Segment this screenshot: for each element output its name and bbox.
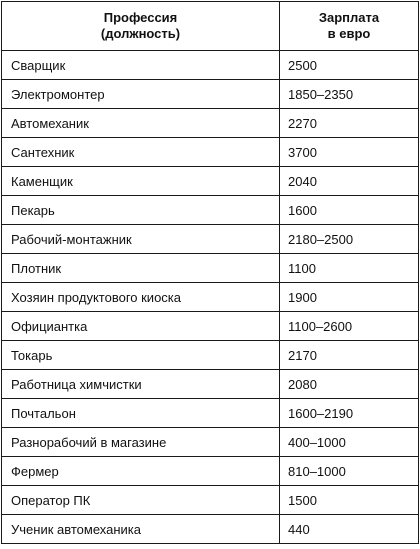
profession-cell: Электромонтер [2,80,280,109]
salary-header-line2: в евро [327,26,371,41]
salary-cell: 2270 [280,109,419,138]
table-row [2,428,419,457]
salary-cell: 1100–2600 [280,312,419,341]
table-row [2,254,419,283]
salary-cell: 2080 [280,370,419,399]
table-row [2,51,419,80]
salary-header-line1: Зарплата [318,10,380,25]
profession-cell: Разнорабочий в магазине [2,428,280,457]
table-row [2,225,419,254]
table-row [2,515,419,544]
table-row [2,167,419,196]
table-row [2,370,419,399]
profession-cell: Плотник [2,254,280,283]
profession-cell: Официантка [2,312,280,341]
header-row [2,2,419,51]
salary-cell: 1500 [280,486,419,515]
salary-cell: 1850–2350 [280,80,419,109]
salary-cell: 1600–2190 [280,399,419,428]
salary-cell: 1900 [280,283,419,312]
table-row [2,283,419,312]
profession-cell: Автомеханик [2,109,280,138]
profession-cell: Пекарь [2,196,280,225]
salary-column-header [280,2,419,51]
table-row [2,109,419,138]
table-row [2,486,419,515]
salary-cell: 1100 [280,254,419,283]
salary-cell: 810–1000 [280,457,419,486]
table-row [2,138,419,167]
profession-column-header [2,2,280,51]
table-row [2,80,419,109]
profession-cell: Оператор ПК [2,486,280,515]
profession-cell: Почтальон [2,399,280,428]
profession-cell: Хозяин продуктового киоска [2,283,280,312]
table-row [2,457,419,486]
profession-cell: Каменщик [2,167,280,196]
salary-table [1,1,419,544]
profession-cell: Фермер [2,457,280,486]
profession-header-line1: Профессия [103,10,178,25]
table-body [2,51,419,544]
salary-cell: 2500 [280,51,419,80]
profession-cell: Сварщик [2,51,280,80]
profession-cell: Токарь [2,341,280,370]
profession-header-line2: (должность) [100,26,181,41]
table-row [2,196,419,225]
profession-cell: Сантехник [2,138,280,167]
table-header [2,2,419,51]
profession-cell: Рабочий-монтажник [2,225,280,254]
salary-cell: 440 [280,515,419,544]
table-row [2,399,419,428]
profession-cell: Работница химчистки [2,370,280,399]
salary-cell: 400–1000 [280,428,419,457]
table-row [2,312,419,341]
profession-cell: Ученик автомеханика [2,515,280,544]
salary-cell: 2180–2500 [280,225,419,254]
salary-cell: 3700 [280,138,419,167]
table-row [2,341,419,370]
salary-cell: 2040 [280,167,419,196]
salary-cell: 2170 [280,341,419,370]
salary-cell: 1600 [280,196,419,225]
